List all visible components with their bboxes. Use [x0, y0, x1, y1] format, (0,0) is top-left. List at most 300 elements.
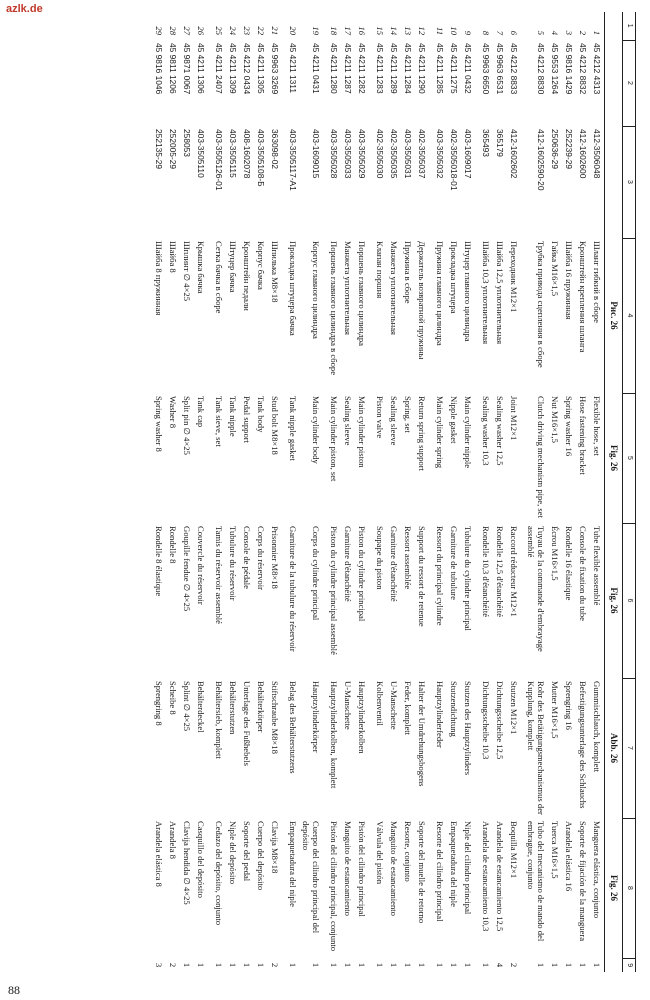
row-number: 28: [168, 26, 178, 35]
table-row: [590, 12, 605, 972]
name-es: Clavija M8×18: [270, 821, 280, 874]
name-ru: Шайба 8 пружинная: [154, 241, 164, 316]
part-number: 403-3505117-А1: [288, 129, 298, 191]
quantity: 1: [375, 962, 385, 968]
quantity: 1: [288, 962, 298, 968]
name-en: Washer 8: [168, 396, 178, 428]
name-en: Nipple gasket: [449, 396, 459, 444]
col-num: 2: [623, 40, 636, 126]
column-number-row: [623, 12, 636, 972]
name-en: Nut M16×1,5: [550, 396, 560, 443]
quantity: 1: [481, 962, 491, 968]
name-es: Manguito de estancamiento: [343, 821, 353, 916]
row-number: 3: [564, 30, 574, 35]
catalog-code: 45 4211 1284: [403, 43, 413, 94]
row-number: 29: [154, 26, 164, 35]
row-number: 26: [196, 26, 206, 35]
name-de: Splint ∅ 4×25: [182, 681, 192, 732]
header-fr: Fig. 26: [605, 523, 623, 678]
catalog-code: 45 9553 1264: [550, 43, 560, 95]
catalog-code: 45 4211 1309: [228, 43, 238, 94]
quantity: 1: [242, 962, 252, 968]
row-number: 20: [288, 26, 298, 35]
part-number: 402-3505037: [417, 129, 427, 179]
name-es: Pistón del cilindro principal, conjunto: [329, 821, 339, 952]
part-number: 403-3505029: [357, 129, 367, 179]
table-row: [576, 12, 590, 972]
name-ru: Клапан поршня: [375, 241, 385, 299]
catalog-code: 45 4211 1290: [417, 43, 427, 94]
table-row: [355, 12, 373, 972]
name-es: Niple del cilindro principal: [463, 821, 473, 915]
name-en: Main cylinder spring: [435, 396, 445, 469]
name-en: Tank nipple gasket: [288, 396, 298, 461]
name-de: Scheibe 8: [168, 681, 178, 715]
name-de: Stutzendichtung: [449, 681, 459, 737]
watermark: azlk.de: [6, 3, 43, 15]
name-en: Sealing sleeve: [343, 396, 353, 446]
name-es: Válvula del pistón: [375, 821, 385, 885]
row-number: 13: [403, 26, 413, 35]
catalog-code: 45 4211 1305: [256, 43, 266, 94]
catalog-code: 45 4211 0431: [311, 43, 321, 94]
name-ru: Поршень главного цилиндра в сборе: [329, 241, 339, 376]
row-number: 14: [389, 26, 399, 35]
name-es: Cedazo del depósito, conjunto: [214, 821, 224, 926]
name-ru: Переходник M12×1: [509, 241, 519, 313]
name-fr: Support du ressort de retenue: [417, 526, 427, 627]
name-fr: Tuyau de la commande d'embrayage assemblé: [526, 526, 546, 652]
catalog-code: 45 4211 1289: [389, 43, 399, 94]
catalog-code: 45 4212 8832: [578, 43, 588, 95]
name-fr: Tamis du réservoir assemblé: [214, 526, 224, 624]
catalog-code: 45 4211 1311: [288, 43, 298, 93]
name-de: Halter der Umdrehungsbogens: [417, 681, 427, 787]
name-en: Tank cap: [196, 396, 206, 428]
name-fr: Garniture de la tubulure du réservoir: [288, 526, 298, 652]
quantity: 1: [564, 962, 574, 968]
part-number: 252239-29: [564, 129, 574, 170]
name-ru: Трубка привода сцепления в сборе: [536, 241, 546, 368]
row-number: 5: [536, 30, 546, 35]
row-number: 25: [214, 26, 224, 35]
quantity: 1: [592, 962, 602, 968]
row-number: 16: [357, 26, 367, 35]
quantity: 1: [435, 962, 445, 968]
name-es: Manguera elástica, conjunto: [592, 821, 602, 919]
name-en: Clutch driving mechanism pipe, set: [536, 396, 546, 518]
name-en: Stud bolt M8×18: [270, 396, 280, 455]
name-ru: Пружина главного цилиндра: [435, 241, 445, 346]
catalog-code: 45 4211 1285: [435, 43, 445, 94]
quantity: 1: [578, 962, 588, 968]
name-en: Joint M12×1: [509, 396, 519, 441]
name-fr: Goupille fendue ∅ 4×25: [182, 526, 192, 612]
name-ru: Прокладка штуцера: [449, 241, 459, 314]
name-ru: Сетка бачка в сборе: [214, 241, 224, 314]
header-row: [605, 12, 623, 972]
name-es: Boquilla M12×1: [509, 821, 519, 879]
catalog-code: 45 9963 3269: [270, 43, 280, 95]
name-es: Arandela elástica 8: [154, 821, 164, 887]
name-es: Arandela de estancamiento 10,3: [481, 821, 491, 932]
name-fr: Rondelle 12,5 d'étanchéité: [495, 526, 505, 618]
row-number: 4: [550, 30, 560, 35]
row-number: 27: [182, 26, 192, 35]
name-fr: Ressort du principal cylindre: [435, 526, 445, 626]
header-en: Fig. 26: [605, 393, 623, 523]
header-empty: [605, 958, 623, 972]
name-es: Arandela 8: [168, 821, 178, 859]
row-number: 23: [242, 26, 252, 35]
name-de: U-Manschette: [389, 681, 399, 730]
name-de: Gummischlauch, komplett: [592, 681, 602, 773]
table-row: [180, 12, 194, 972]
name-de: Behälterkörper: [256, 681, 266, 733]
table-body: [152, 12, 605, 972]
name-de: Hauptzylinderkolben: [357, 681, 367, 754]
quantity: 1: [449, 962, 459, 968]
part-number: 403-3505110: [196, 129, 206, 178]
part-number: 250636-29: [550, 129, 560, 170]
part-number: 403-1609015: [311, 129, 321, 179]
name-ru: Корпус бачка: [256, 241, 266, 290]
name-es: Soporte de fijación de la manguera: [578, 821, 588, 942]
quantity: 1: [228, 962, 238, 968]
row-number: 7: [495, 30, 505, 35]
part-number: 403-3505126-01: [214, 129, 224, 191]
name-de: Stutzen des Hauptzylinders: [463, 681, 473, 776]
part-number: 412-1602602: [509, 129, 519, 179]
name-es: Soporte del muelle de retorno: [417, 821, 427, 924]
name-de: Hauptzylinderkörper: [311, 681, 321, 753]
name-fr: Rondelle 10,3 d'étanchéité: [481, 526, 491, 618]
row-number: 10: [449, 26, 459, 35]
table-row: [341, 12, 355, 972]
part-number: 252005-29: [168, 129, 178, 170]
col-num: 5: [623, 393, 636, 523]
name-de: Hauptzylinderkolben, komplett: [329, 681, 339, 789]
header-empty: [605, 12, 623, 40]
name-es: Casquillo del depósito: [196, 821, 206, 898]
name-de: Belag des Behälterstutzens: [288, 681, 298, 774]
name-de: Mutter M16×1,5: [550, 681, 560, 739]
name-fr: Rondelle 8 élastique: [154, 526, 164, 597]
part-number: 363098-02: [270, 129, 280, 170]
table-row: [212, 12, 226, 972]
catalog-code: 45 4212 4313: [592, 43, 602, 95]
name-ru: Манжета уплотнительная: [343, 241, 353, 335]
name-en: Return spring support: [417, 396, 427, 471]
part-number: 403-1609017: [463, 129, 473, 179]
row-number: 15: [375, 26, 385, 35]
name-fr: Couvercle du réservoir: [196, 526, 206, 605]
name-ru: Прокладка штуцера бачка: [288, 241, 298, 336]
name-de: Befestigungsunterlage des Schlauchs: [578, 681, 588, 809]
table-row: [254, 12, 268, 972]
name-ru: Крышка бачка: [196, 241, 206, 294]
catalog-code: 45 4212 8833: [509, 43, 519, 95]
row-number: 11: [435, 27, 445, 35]
part-number: 412-3506048: [592, 129, 602, 179]
header-empty: [605, 40, 623, 126]
table-row: [461, 12, 479, 972]
quantity: 1: [214, 962, 224, 968]
name-es: Cuerpo del depósito: [256, 821, 266, 891]
catalog-code: 45 9871 0067: [182, 43, 192, 95]
catalog-code: 45 4211 1280: [329, 43, 339, 94]
table-row: [479, 12, 493, 972]
name-de: Dichtungsscheibe 12,5: [495, 681, 505, 760]
catalog-code: 45 9816 1429: [564, 43, 574, 95]
part-number: 402-3505030: [375, 129, 385, 179]
name-es: Cuerpo del cilindro principal del depósito: [301, 821, 321, 934]
catalog-code: 45 9816 1046: [154, 43, 164, 95]
quantity: 1: [389, 962, 399, 968]
parts-table: [152, 12, 636, 972]
name-es: Arandela de estancamiento 12,5: [495, 821, 505, 932]
name-de: Sprengring 16: [564, 681, 574, 730]
name-en: Main cylinder piston, set: [329, 396, 339, 482]
name-es: Soporte del pedal: [242, 821, 252, 882]
table-row: [387, 12, 401, 972]
page-number: 88: [8, 983, 20, 997]
quantity: 1: [550, 962, 560, 968]
part-number: 403-3505031: [403, 129, 413, 179]
name-fr: Corps du réservoir: [256, 526, 266, 590]
name-es: Manguito de estancamiento: [389, 821, 399, 916]
catalog-code: 45 4211 1282: [357, 43, 367, 94]
name-ru: Штуцер бачка: [228, 241, 238, 293]
quantity: 2: [509, 962, 519, 968]
name-de: Feder, komplett: [403, 681, 413, 736]
table-row: [562, 12, 576, 972]
quantity: 1: [311, 962, 321, 968]
table-row: [447, 12, 461, 972]
catalog-code: 45 4212 8830: [536, 43, 546, 95]
table-row: [226, 12, 240, 972]
name-de: Sprengring 8: [154, 681, 164, 726]
table-row: [548, 12, 562, 972]
table-row: [373, 12, 387, 972]
name-en: Sealing sleeve: [389, 396, 399, 446]
name-fr: Rondelle 16 élastique: [564, 526, 574, 601]
name-ru: Шланг гибкий в сборе: [592, 241, 602, 323]
name-de: Stiftschraube M8×18: [270, 681, 280, 754]
name-ru: Корпус главного цилиндра: [311, 241, 321, 339]
name-fr: Garniture d'étanchéité: [389, 526, 399, 602]
name-en: Tank body: [256, 396, 266, 433]
table-row: [507, 12, 525, 972]
header-de: Abb. 26: [605, 678, 623, 818]
catalog-code: 45 4211 0432: [463, 43, 473, 94]
col-num: 4: [623, 238, 636, 393]
name-en: Spring, set: [403, 396, 413, 433]
name-de: Rohr des Betätigungsmechanismus der Kupplung, komplett: [526, 681, 546, 815]
row-number: 22: [256, 26, 266, 35]
name-ru: Пружина в сборе: [403, 241, 413, 304]
name-es: Niple del depósito: [228, 821, 238, 885]
name-fr: Console de fixation du tube: [578, 526, 588, 621]
catalog-code: 45 4211 1283: [375, 43, 385, 94]
name-ru: Поршень главного цилиндра: [357, 241, 367, 346]
name-fr: Rondelle 8: [168, 526, 178, 564]
catalog-code: 45 4211 2407: [214, 43, 224, 94]
name-fr: Garniture d'étanchéité: [343, 526, 353, 602]
name-es: Pistón del cilindro principal: [357, 821, 367, 917]
name-en: Pedal support: [242, 396, 252, 444]
col-num: 7: [623, 678, 636, 818]
table-row: [300, 12, 327, 972]
name-de: Unterlage des Fußhebels: [242, 681, 252, 766]
table-row: [240, 12, 254, 972]
name-de: Stutzen M12×1: [509, 681, 519, 735]
part-number: 403-3505032: [435, 129, 445, 179]
quantity: 2: [168, 962, 178, 968]
col-num: 8: [623, 818, 636, 958]
name-fr: Soupape du piston: [375, 526, 385, 590]
table-row: [286, 12, 300, 972]
name-en: Main cylinder piston: [357, 396, 367, 468]
name-es: Tubo del mecanismo de mando del embrague, conjunto: [526, 821, 546, 942]
name-fr: Tube flexible assemblé: [592, 526, 602, 606]
quantity: 1: [536, 962, 546, 968]
name-fr: Raccord réducteur M12×1: [509, 526, 519, 617]
col-num: 3: [623, 126, 636, 238]
table-row: [525, 12, 548, 972]
name-de: Kolbenventil: [375, 681, 385, 726]
quantity: 1: [357, 962, 367, 968]
name-en: Sealing washer 10,3: [481, 396, 491, 466]
name-en: Tank nipple: [228, 396, 238, 437]
name-ru: Шайба 8: [168, 241, 178, 273]
quantity: 4: [495, 962, 505, 968]
catalog-code: 45 4211 1306: [196, 43, 206, 94]
quantity: 1: [329, 962, 339, 968]
name-es: Clavija hendida ∅ 4×25: [182, 821, 192, 905]
name-ru: Шайба 16 пружинная: [564, 241, 574, 320]
name-de: Behälterdeckel: [196, 681, 206, 733]
name-es: Empaquetadura del niple: [449, 821, 459, 907]
name-fr: Garniture de tubulure: [449, 526, 459, 600]
catalog-code: 45 4212 0434: [242, 43, 252, 95]
catalog-code: 45 4211 1275: [449, 43, 459, 94]
part-number: 408-1602078: [242, 129, 252, 179]
quantity: 1: [463, 962, 473, 968]
quantity: 1: [182, 962, 192, 968]
name-ru: Гайка M16×1,5: [550, 241, 560, 296]
part-number: 403-3505028: [329, 129, 339, 179]
name-ru: Шайба 10,3 уплотнительная: [481, 241, 491, 345]
name-en: Spring washer 16: [564, 396, 574, 457]
table-row: [433, 12, 447, 972]
part-number: 412-1602600: [578, 129, 588, 179]
quantity: 1: [343, 962, 353, 968]
name-fr: Tubulure du réservoir: [228, 526, 238, 601]
name-fr: Tubulure du cylindre principal: [463, 526, 473, 631]
name-de: Behälterstutzen: [228, 681, 238, 735]
table-row: [152, 12, 166, 972]
table-row: [194, 12, 212, 972]
name-ru: Держатель возвратной пружины: [417, 241, 427, 360]
row-number: 8: [481, 30, 491, 35]
row-number: 2: [578, 30, 588, 35]
name-en: Spring washer 8: [154, 396, 164, 452]
col-num: 6: [623, 523, 636, 678]
name-es: Empaquetadura del niple: [288, 821, 298, 907]
name-fr: Console de pédale: [242, 526, 252, 590]
row-number: 19: [311, 26, 321, 35]
name-ru: Кронштейн крепления шланга: [578, 241, 588, 353]
row-number: 24: [228, 26, 238, 35]
part-number: 258053: [182, 129, 192, 157]
header-ru: Рис. 26: [605, 238, 623, 393]
header-empty: [605, 126, 623, 238]
table-row: [415, 12, 433, 972]
name-fr: Piston du cylindre principal assemblé: [329, 526, 339, 655]
part-number: 252135-29: [154, 129, 164, 170]
name-en: Flexible hose, set: [592, 396, 602, 456]
row-number: 21: [270, 26, 280, 35]
name-es: Arandela elástica 16: [564, 821, 574, 892]
name-de: Dichtungsscheibe 10,3: [481, 681, 491, 760]
quantity: 1: [403, 962, 413, 968]
catalog-code: 45 9963 6650: [481, 43, 491, 95]
table-row: [166, 12, 180, 972]
part-number: 403-3505108-Б: [256, 129, 266, 187]
quantity: 1: [417, 962, 427, 968]
part-number: 365493: [481, 129, 491, 157]
name-de: Behältersieb, komplett: [214, 681, 224, 759]
catalog-code: 45 9811 1206: [168, 43, 178, 94]
name-es: Resorte, conjunto: [403, 821, 413, 882]
part-number: 403-3505033: [343, 129, 353, 179]
name-en: Split pin ∅ 4×25: [182, 396, 192, 455]
name-en: Sealing washer 12,5: [495, 396, 505, 466]
col-num: 9: [623, 958, 636, 972]
name-es: Resorte del cilindro principal: [435, 821, 445, 922]
row-number: 12: [417, 26, 427, 35]
part-number: 412-1602590-20: [536, 129, 546, 191]
name-fr: Prisonnier M8×18: [270, 526, 280, 589]
quantity: 1: [196, 962, 206, 968]
catalog-code: 45 9963 6531: [495, 43, 505, 95]
table-row: [401, 12, 415, 972]
name-ru: Манжета уплотнительная: [389, 241, 399, 335]
table-row: [327, 12, 341, 972]
table-row: [268, 12, 286, 972]
name-ru: Кронштейн педали: [242, 241, 252, 311]
part-number: 402-3505035: [389, 129, 399, 179]
name-en: Hose fastening bracket: [578, 396, 588, 475]
name-fr: Ressort assemblée: [403, 526, 413, 590]
name-ru: Шпилька M8×18: [270, 241, 280, 303]
part-number: 403-3505115: [228, 129, 238, 178]
quantity: 2: [270, 962, 280, 968]
name-de: U-Manschette: [343, 681, 353, 730]
name-en: Tank sieve, set: [214, 396, 224, 447]
name-fr: Écrou M16×1,5: [550, 526, 560, 581]
row-number: 1: [592, 30, 602, 35]
row-number: 17: [343, 26, 353, 35]
header-es: Fig. 26: [605, 818, 623, 958]
row-number: 9: [463, 30, 473, 35]
name-en: Main cylinder body: [311, 396, 321, 464]
row-number: 6: [509, 30, 519, 35]
quantity: 1: [256, 962, 266, 968]
name-es: Tuerca M16×1,5: [550, 821, 560, 879]
name-ru: Штуцер главного цилиндра: [463, 241, 473, 342]
